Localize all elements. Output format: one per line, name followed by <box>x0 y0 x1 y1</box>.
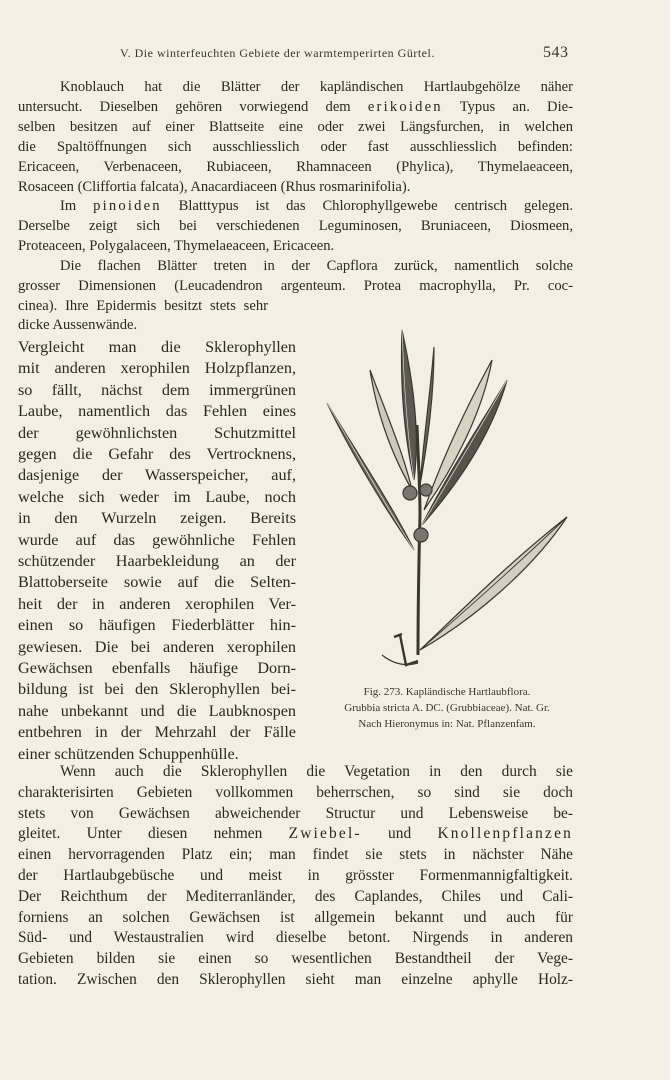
text-line: in den Wurzeln zeigen. Bereits <box>18 509 296 528</box>
emphasized-term: Zwiebel- <box>288 825 362 843</box>
text-line: charakterisirten Gebieten vollkommen beherrschen, so sind sie doch <box>18 783 573 801</box>
text-line: heit der in anderen xerophilen Ver- <box>18 594 296 613</box>
text-line: bildung ist bei den Sklerophyllen bei- <box>18 680 296 699</box>
text-line: Derselbe zeigt sich bei verschiedenen Leguminosen, Bruniaceen, Diosmeen, <box>18 218 573 234</box>
text-line: untersucht. Dieselben gehören vorwiegend dem erikoiden Typus an. Die- <box>18 99 573 115</box>
text-line: forniens an solchen Gewächsen ist allgemein bekannt und auch für <box>18 908 573 926</box>
text-line: Rosaceen (Cliffortia falcata), Anacardiaceen (Rhus rosmarinifolia). <box>18 179 411 195</box>
text-line: entbehren in der Mehrzahl der Fälle <box>18 723 296 742</box>
chapter-title: V. Die winterfeuchten Gebiete der warmtemperirten Gürtel. <box>120 46 435 60</box>
text-line: Laube, namentlich das Fehlen eines <box>18 402 296 421</box>
text-line: einen so häufigen Fiederblätter hin- <box>18 616 296 635</box>
caption-title: Fig. 273. Kapländische Hartlaubflora. <box>363 686 531 698</box>
emphasized-term: pinoiden <box>93 198 162 214</box>
caption-species: Grubbia stricta A. DC. (Grubbiaceae). Nat. Gr. <box>344 702 550 714</box>
emphasized-term: Knollenpflanzen <box>437 825 574 843</box>
text-line: nahe unbekannt und die Laubknospen <box>18 701 296 720</box>
text-line: Vergleicht man die Sklerophyllen <box>18 338 296 356</box>
text-line: grosser Dimensionen (Leucadendron argenteum. Protea macrophylla, Pr. coc- <box>18 278 573 294</box>
text-line: cinea). Ihre Epidermis besitzt stets sehr <box>18 298 268 314</box>
text-line: die Spaltöffnungen sich ausschliesslich oder fast ausschliesslich befinden: <box>18 139 573 155</box>
figure-grubbia-stricta <box>322 325 570 680</box>
text-line: Süd- und Westaustralien wird dieselbe betont. Nirgends in anderen <box>18 929 573 947</box>
text-line: tation. Zwischen den Sklerophyllen sieht man einzelne aphylle Holz- <box>18 971 573 988</box>
text-line: selben besitzen auf einer Blattseite eine oder zwei Längsfurchen, in welchen <box>18 119 573 135</box>
text-line: Gewächsen ebenfalls häufige Dorn- <box>18 659 296 677</box>
text-line: welche sich weder im Laube, noch <box>18 487 296 506</box>
page-number: 543 <box>543 44 569 61</box>
text-line: Blattoberseite sowie auf die Selten- <box>18 573 296 592</box>
text-line: einer schützenden Schuppenhülle. <box>18 744 239 763</box>
text-line: Gebieten bilden sie einen so wesentlichen Bestandtheil der Vege- <box>18 950 573 968</box>
caption-source: Nach Hieronymus in: Nat. Pflanzenfam. <box>358 718 536 730</box>
text-line: dicke Aussenwände. <box>18 317 138 333</box>
text-line: gewiesen. Die bei anderen xerophilen <box>18 637 296 656</box>
text-line: der Hartlaubgebüsche und meist in grösster Formenmannigfaltigkeit. <box>18 867 573 884</box>
text-line: gleitet. Unter diesen nehmen Zwiebel- und Knollenpflanzen <box>18 825 574 843</box>
text-line: Ericaceen, Verbenaceen, Rubiaceen, Rhamnaceen (Phylica), Thymelaeaceen, <box>18 159 573 175</box>
text-line: Knoblauch hat die Blätter der kapländischen Hartlaubgehölze näher <box>60 79 573 95</box>
text-line: dasjenige der Wasserspeicher, auf, <box>18 466 296 485</box>
text-line: gegen die Gefahr des Vertrocknens, <box>18 445 296 463</box>
text-line: schützender Haarbekleidung an der <box>18 552 296 570</box>
text-line: mit anderen xerophilen Holzpflanzen, <box>18 359 296 378</box>
text-line: Der Reichthum der Mediterranländer, des Caplandes, Chiles und Cali- <box>18 887 573 905</box>
text-line: so fällt, nächst dem immergrünen <box>18 380 296 399</box>
text-line: Die flachen Blätter treten in der Capflora zurück, namentlich solche <box>60 258 573 274</box>
text-line: Proteaceen, Polygalaceen, Thymelaeaceen, Ericaceen. <box>18 238 335 254</box>
text-line: einen hervorragenden Platz ein; man findet sie stets in nächster Nähe <box>18 846 573 864</box>
text-line: Im pinoiden Blatttypus ist das Chlorophyllgewebe centrisch gelegen. <box>60 198 573 214</box>
emphasized-term: erikoiden <box>367 99 443 115</box>
text-line: Wenn auch die Sklerophyllen die Vegetation in den durch sie <box>60 763 573 780</box>
text-line: stets von Gewächsen abweichender Structur und Lebensweise be- <box>18 804 573 822</box>
text-line: der gewöhnlichsten Schutzmittel <box>18 423 296 442</box>
figure-caption <box>312 684 582 732</box>
text-line: wurde auf das gewöhnliche Fehlen <box>18 530 296 549</box>
